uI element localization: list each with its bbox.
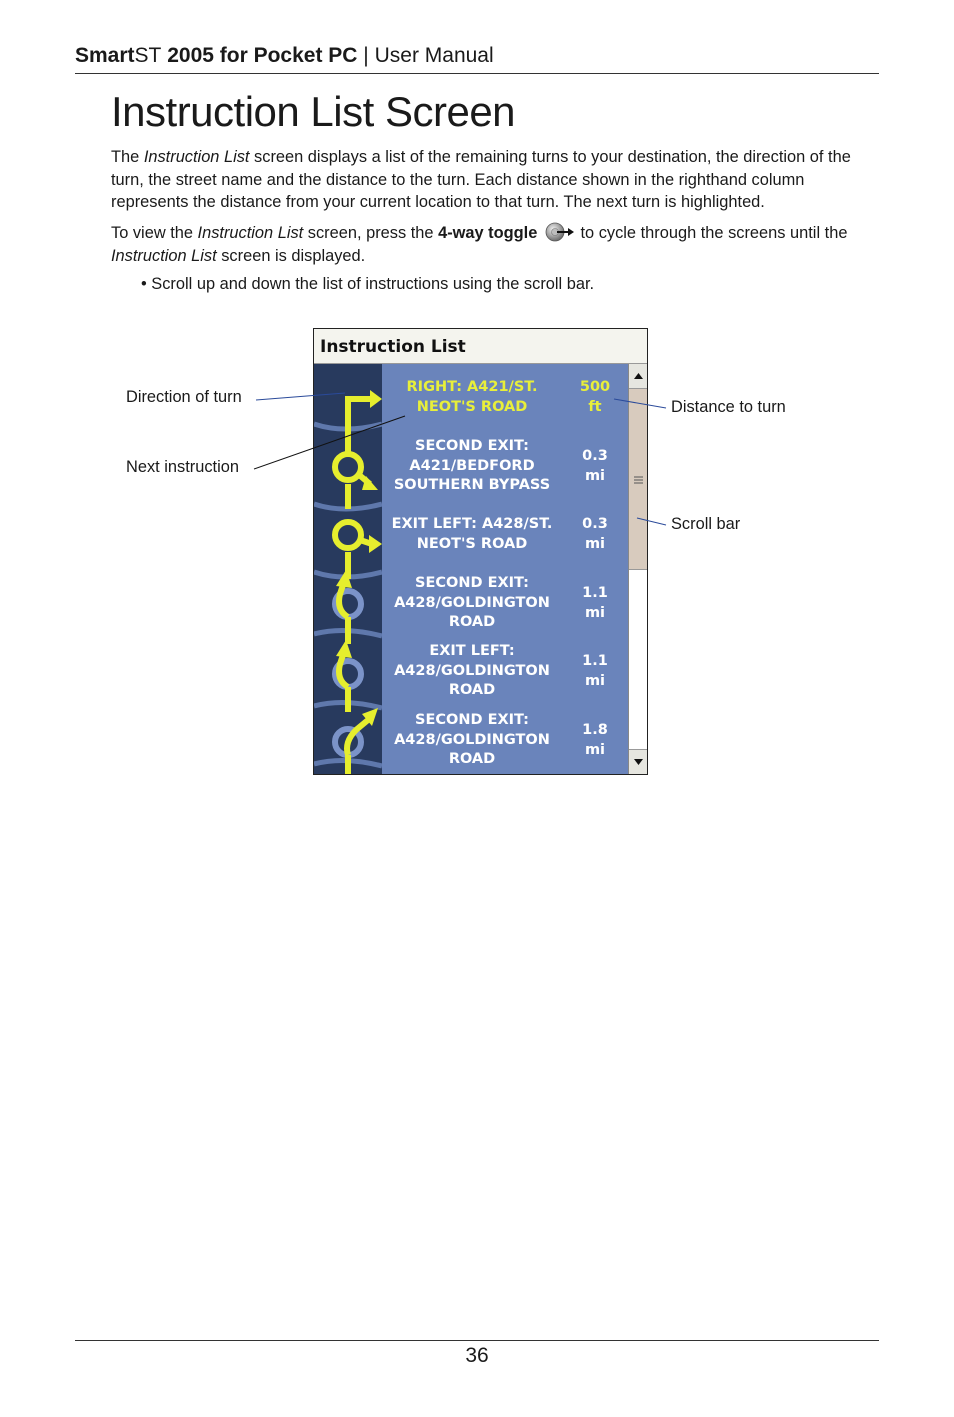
instruction-list-screenshot	[313, 328, 648, 775]
intro-paragraph	[111, 146, 881, 214]
footer-rule	[75, 1340, 879, 1341]
instruction-row-2-text[interactable]: SECOND EXIT: A421/BEDFORD SOUTHERN BYPASS	[393, 438, 551, 493]
screen-title: Instruction List	[320, 337, 466, 357]
instruction-list[interactable]	[382, 364, 628, 774]
instruction-row-5-text[interactable]: EXIT LEFT: A428/GOLDINGTON ROAD	[394, 643, 550, 698]
instruction-row-4-text[interactable]: SECOND EXIT: A428/GOLDINGTON ROAD	[394, 575, 550, 630]
callout-distance-to-turn: Distance to turn	[671, 398, 786, 416]
scroll-bullet: • Scroll up and down the list of instructions using the scroll bar.	[141, 275, 595, 293]
instruction-row-3-text[interactable]: EXIT LEFT: A428/ST. NEOT'S ROAD	[391, 516, 553, 552]
p2-italic-b: Instruction List	[111, 246, 217, 265]
p2-bold: 4-way toggle	[438, 224, 538, 242]
scroll-down-button[interactable]	[629, 749, 648, 774]
instruction-row-5-distance: 1.1 mi	[582, 653, 608, 689]
scroll-down-arrow-icon	[629, 750, 648, 774]
scroll-bar[interactable]	[628, 364, 648, 774]
brand-st: ST	[134, 44, 162, 67]
header-rule	[75, 73, 879, 74]
instruction-row-1-distance: 500 ft	[579, 379, 611, 415]
roundabout-exit-left-icon	[335, 522, 372, 579]
scroll-up-arrow-icon	[629, 364, 648, 388]
instruction-row-6-text[interactable]: SECOND EXIT: A428/GOLDINGTON ROAD	[394, 712, 550, 767]
view-paragraph	[111, 222, 881, 267]
turn-icon-column	[314, 364, 382, 774]
header-separator: |	[357, 44, 375, 67]
brand-product: 2005 for Pocket PC	[161, 44, 358, 67]
page-title: Instruction List Screen	[111, 88, 516, 135]
p1-italic: Instruction List	[143, 148, 250, 166]
callout-scroll-bar: Scroll bar	[671, 515, 741, 533]
scroll-thumb[interactable]	[629, 389, 648, 570]
four-way-toggle-icon	[542, 222, 576, 242]
callout-direction-of-turn: Direction of turn	[126, 388, 242, 406]
p2-text-b: screen, press the	[303, 224, 439, 242]
roundabout-second-exit-icon	[335, 582, 361, 644]
instruction-row-2-distance: 0.3 mi	[582, 448, 608, 484]
scroll-up-button[interactable]	[629, 364, 648, 389]
grip-icon	[629, 389, 648, 569]
instruction-row-4-distance: 1.1 mi	[582, 585, 608, 621]
screen-title-bar	[314, 329, 647, 364]
roundabout-second-exit-icon-2	[335, 720, 368, 774]
p1-text-a: The	[111, 148, 144, 166]
p2-italic-a: Instruction List	[197, 224, 304, 242]
p2-text-a: To view the	[111, 224, 198, 242]
p2-text-c: to cycle through the screens until the	[575, 224, 848, 242]
page-number: 36	[465, 1344, 489, 1367]
instruction-row-1-text[interactable]: RIGHT: A421/ST. NEOT'S ROAD	[406, 379, 538, 415]
p2-text-d: screen is displayed.	[216, 246, 366, 265]
instruction-row-3-distance: 0.3 mi	[582, 516, 608, 552]
p1-text-b: screen displays a list of the remaining turns to your destination, the direction of the turn, the street name and the distance to the turn. Each distance shown in the righthand column represents the distance from your current location to that turn. The next turn is highlighted.	[111, 148, 851, 211]
instruction-row-6-distance: 1.8 mi	[582, 722, 608, 758]
header-manual: User Manual	[374, 44, 494, 67]
brand-smart: Smart	[75, 44, 135, 67]
running-header	[75, 44, 879, 68]
callout-next-instruction: Next instruction	[126, 458, 239, 476]
